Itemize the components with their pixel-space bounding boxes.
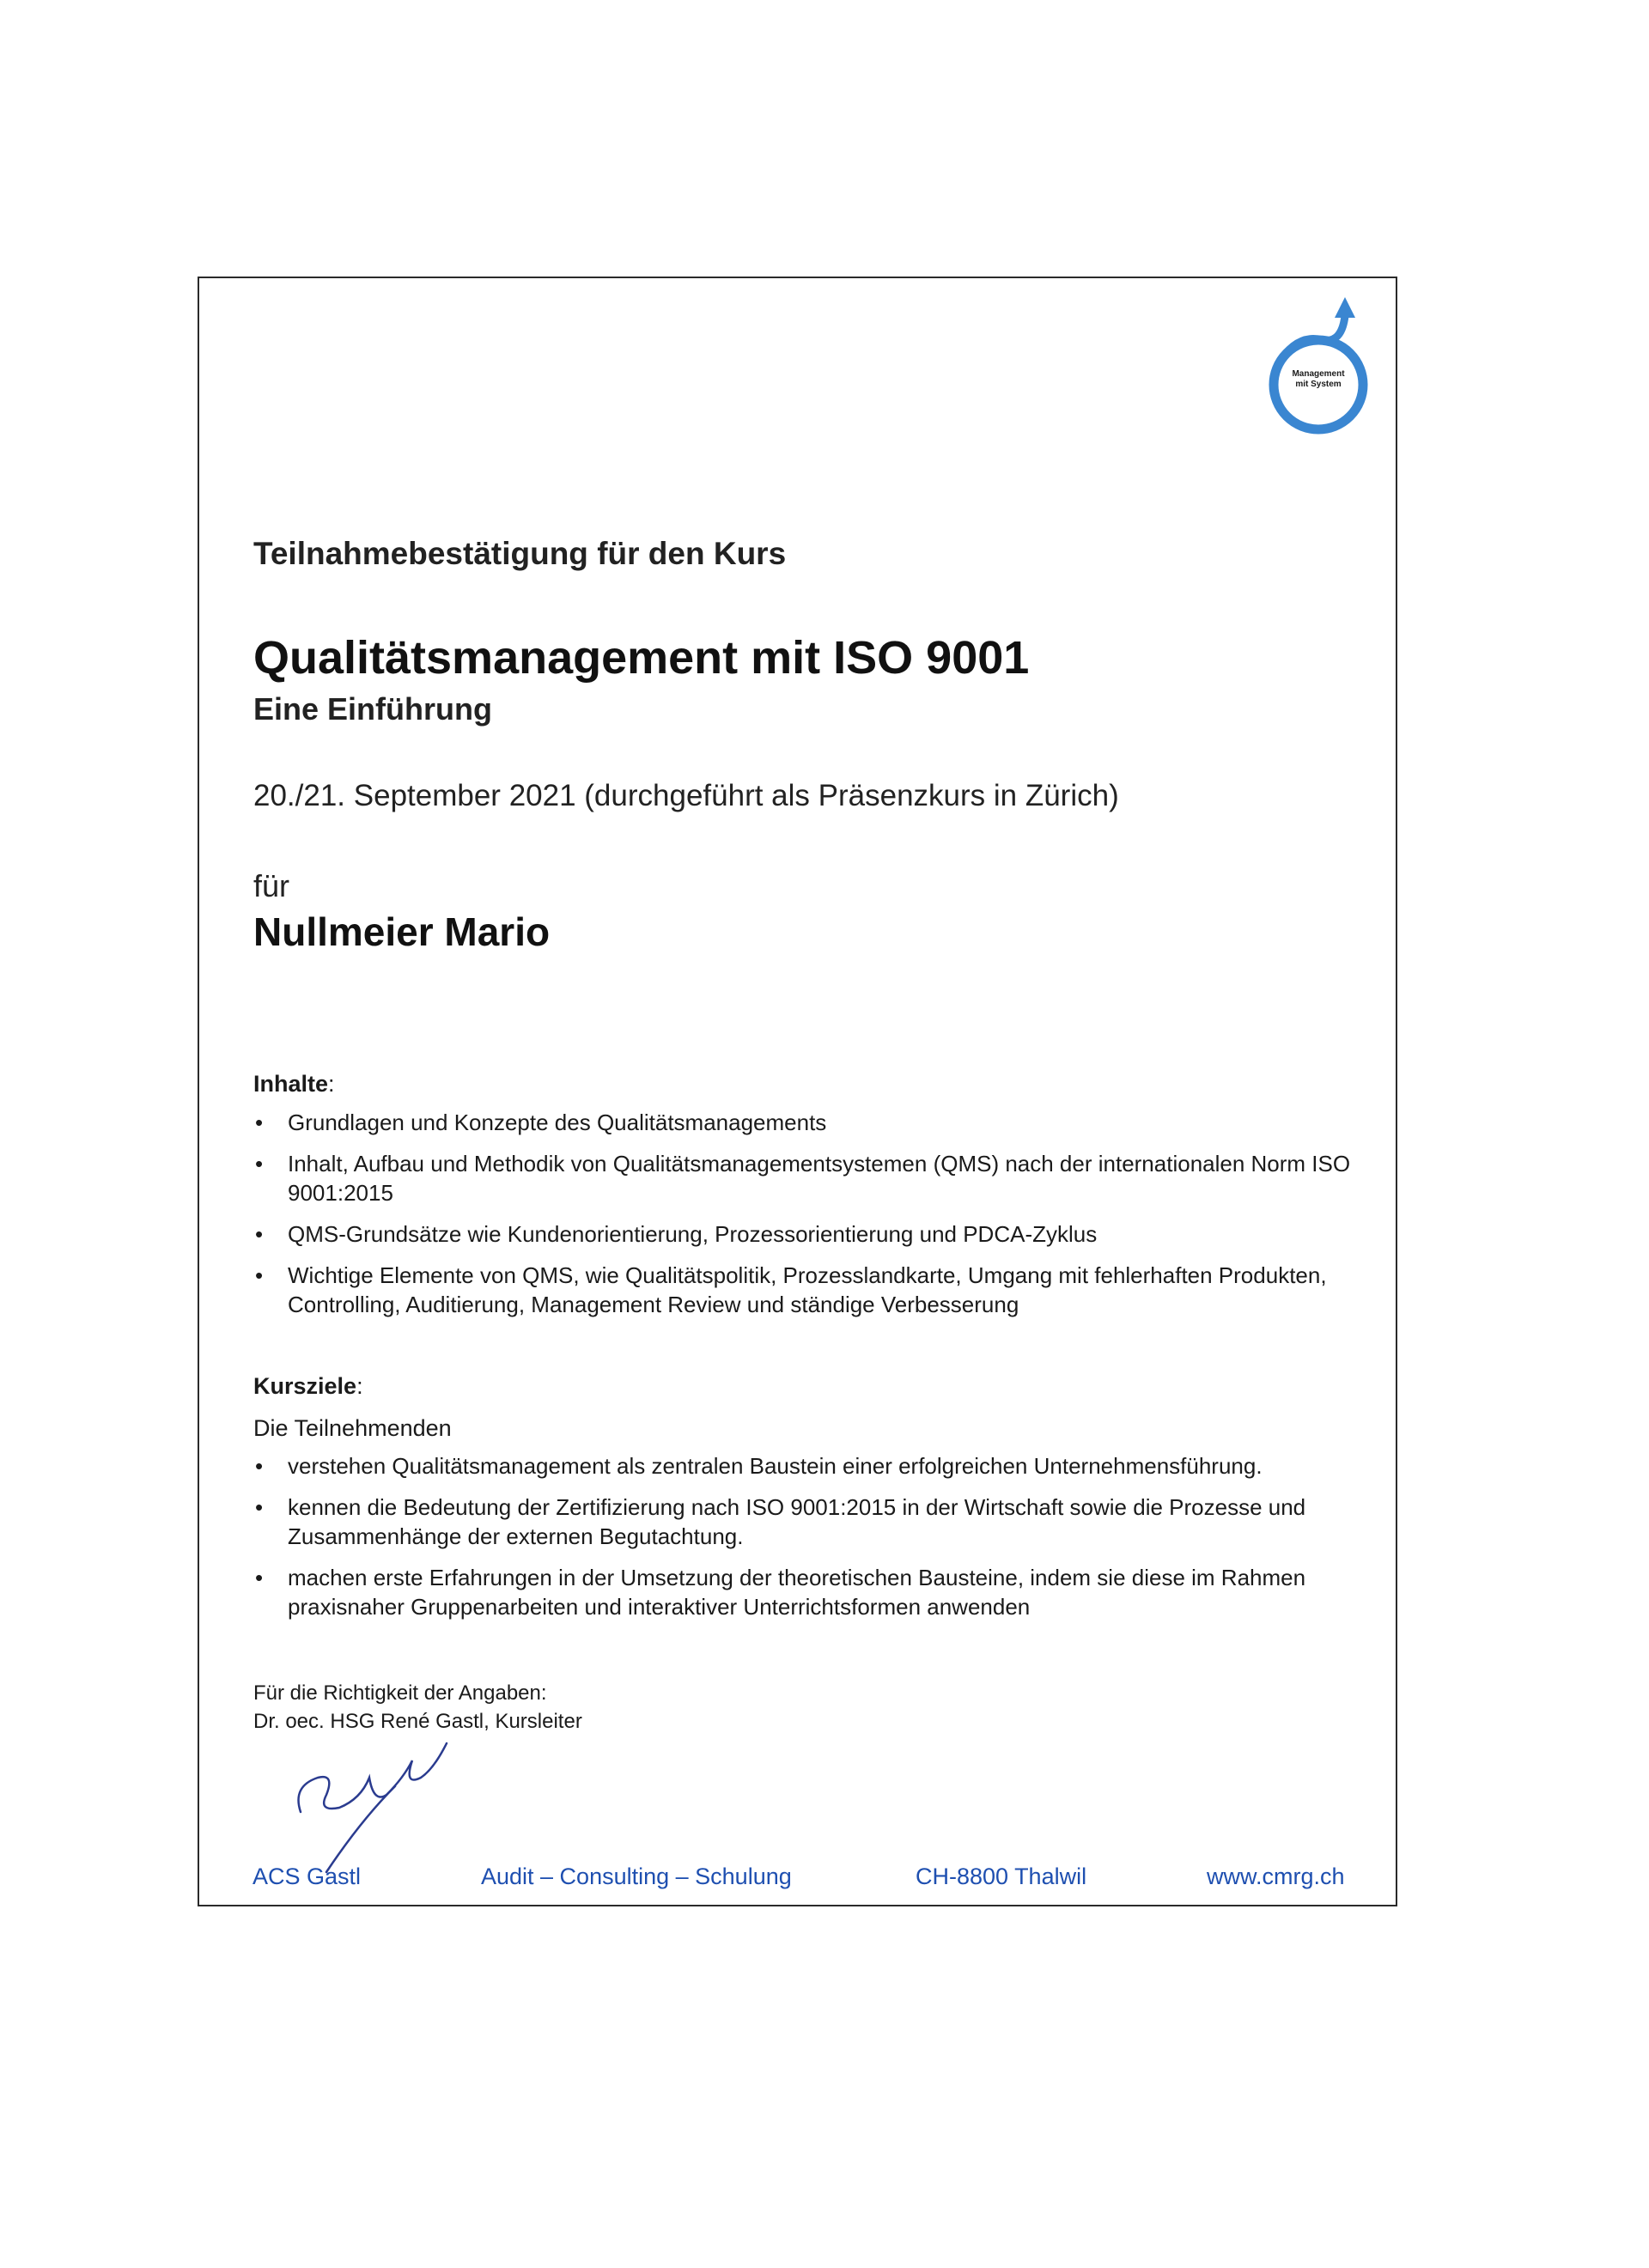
logo-text-line1: Management [1292, 369, 1345, 379]
course-title: Qualitätsmanagement mit ISO 9001 [253, 632, 1030, 684]
list-item-text: QMS-Grundsätze wie Kundenorientierung, Prozessorientierung und PDCA-Zyklus [288, 1221, 1098, 1247]
logo-text-line2: mit System [1295, 380, 1342, 389]
bullet: • [255, 1221, 264, 1247]
footer-company: ACS Gastl [253, 1864, 362, 1889]
bullet: • [255, 1565, 264, 1590]
kursziele-heading-colon: : [356, 1373, 363, 1399]
list-item [253, 1451, 1370, 1481]
kursziele-heading [253, 1373, 363, 1400]
signatory-name: Dr. oec. HSG René Gastl, Kursleiter [253, 1710, 582, 1733]
list-item-text: verstehen Qualitätsmanagement als zentralen Baustein einer erfolgreichen Unternehmensführung. [288, 1453, 1263, 1479]
kursziele-heading-label: Kursziele [253, 1373, 357, 1399]
bullet: • [255, 1151, 264, 1177]
logo-text [1277, 369, 1360, 390]
footer-services: Audit – Consulting – Schulung [481, 1864, 792, 1889]
signature-caption: Für die Richtigkeit der Angaben: [253, 1681, 547, 1705]
participant-name: Nullmeier Mario [253, 909, 551, 954]
certificate-intro: Teilnahmebestätigung für den Kurs [253, 536, 787, 571]
list-item [253, 1563, 1370, 1621]
kursziele-lead: Die Teilnehmenden [253, 1415, 452, 1441]
course-subtitle: Eine Einführung [253, 691, 492, 727]
list-item [253, 1108, 1370, 1137]
list-item [253, 1149, 1370, 1207]
list-item-text: machen erste Erfahrungen in der Umsetzung der theoretischen Bausteine, indem sie diese im Rahmen praxisnaher Gruppenarbeiten und interaktiver Unterrichtsformen anwenden [288, 1565, 1306, 1620]
list-item [253, 1219, 1370, 1249]
inhalte-list [253, 1108, 1370, 1331]
handwritten-signature [275, 1726, 472, 1881]
list-item-text: Wichtige Elemente von QMS, wie Qualitätspolitik, Prozesslandkarte, Umgang mit fehlerhaften Produkten, Controlling, Auditierung, Management Review und ständige Verbesserung [288, 1262, 1327, 1317]
certificate-frame [198, 277, 1397, 1906]
footer-website-link[interactable]: www.cmrg.ch [1207, 1864, 1345, 1889]
bullet: • [255, 1110, 264, 1135]
bullet: • [255, 1453, 264, 1479]
inhalte-heading-colon: : [328, 1071, 335, 1097]
bullet: • [255, 1494, 264, 1520]
list-item [253, 1261, 1370, 1319]
inhalte-heading-label: Inhalte [253, 1071, 329, 1097]
bullet: • [255, 1262, 264, 1288]
inhalte-heading [253, 1071, 335, 1098]
list-item-text: kennen die Bedeutung der Zertifizierung nach ISO 9001:2015 in der Wirtschaft sowie die Prozesse und Zusammenhänge der externen Begutachtung. [288, 1494, 1306, 1549]
list-item-text: Grundlagen und Konzepte des Qualitätsmanagements [288, 1110, 827, 1135]
list-item [253, 1493, 1370, 1551]
list-item-text: Inhalt, Aufbau und Methodik von Qualitätsmanagementsystemen (QMS) nach der internationalen Norm ISO 9001:2015 [288, 1151, 1351, 1206]
kursziele-list [253, 1451, 1370, 1633]
footer-location: CH-8800 Thalwil [916, 1864, 1087, 1889]
for-label: für [253, 868, 290, 903]
course-date: 20./21. September 2021 (durchgeführt als Präsenzkurs in Zürich) [253, 779, 1119, 812]
management-mit-system-logo [1263, 290, 1374, 445]
